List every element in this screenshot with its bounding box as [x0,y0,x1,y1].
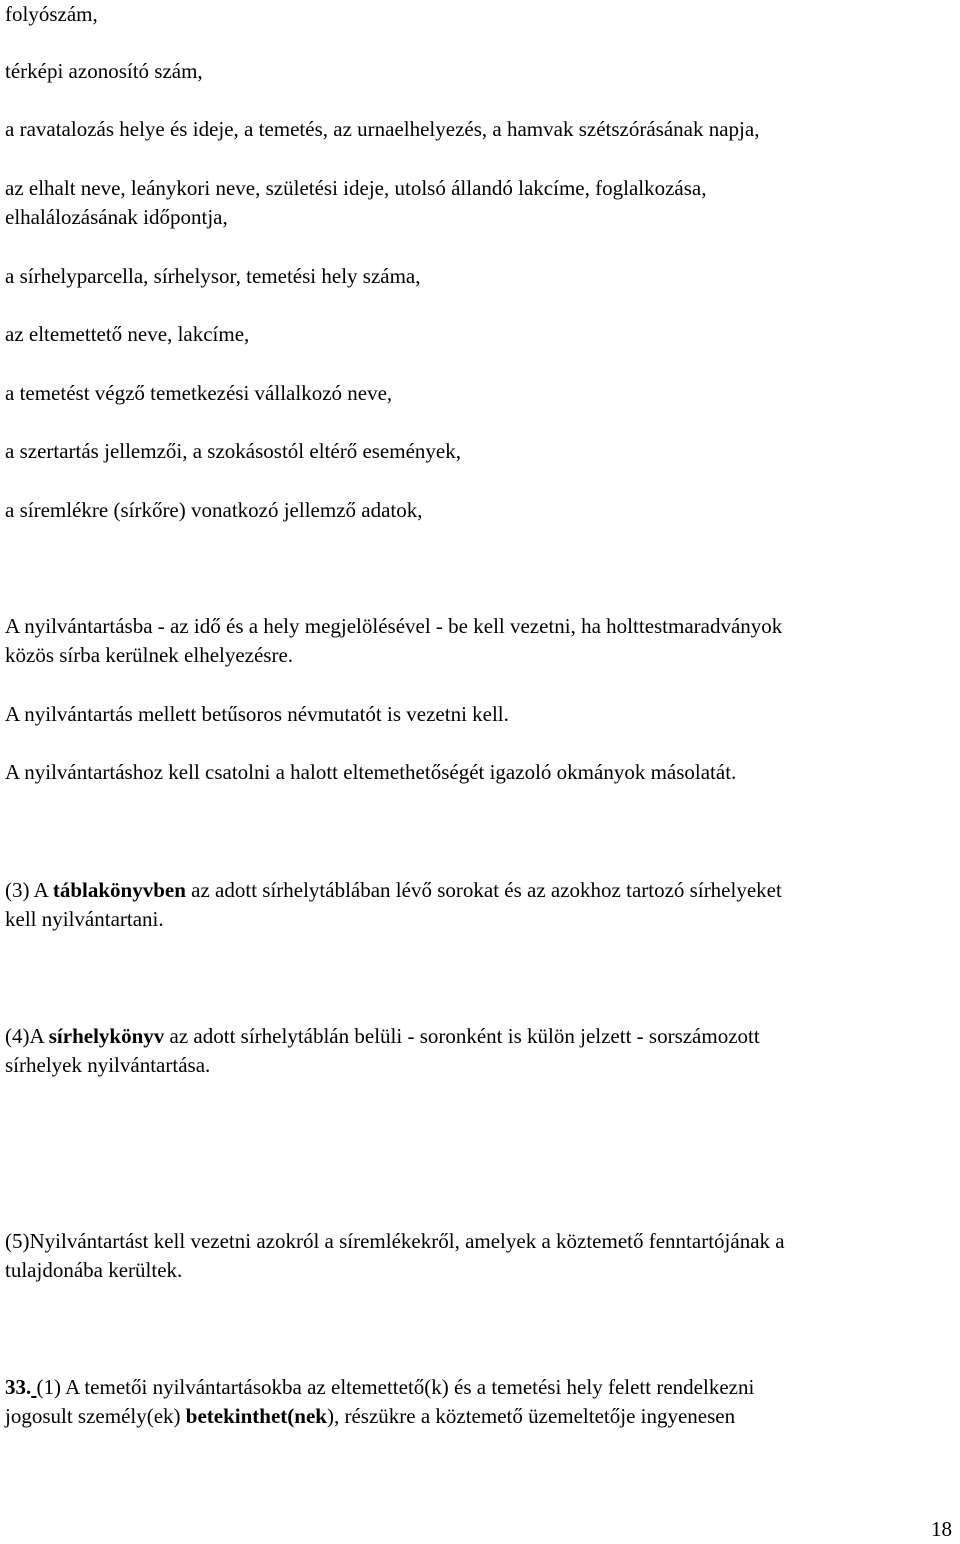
bold-term: sírhelykönyv [48,1024,165,1048]
list-item: a síremlékre (sírkőre) vonatkozó jellemző adatok, [5,498,423,522]
paragraph-text: az adott sírhelytáblán belüli - soronként is külön jelzett - sorszámozott [164,1024,760,1048]
paragraph-line: (5)Nyilvántartást kell vezetni azokról a síremlékekről, amelyek a köztemető fenntartójának a [5,1229,785,1253]
section-5-siremlekek [5,1227,955,1285]
list-item: az elhalt neve, leánykori neve, születési ideje, utolsó állandó lakcíme, foglalkozása, [5,176,707,200]
section-number: 33. [5,1375,32,1399]
list-item: a temetést végző temetkezési vállalkozó neve, [5,381,393,405]
section-prefix: (4)A [5,1024,49,1048]
paragraph-text: ), részükre a köztemető üzemeltetője ingyenesen [326,1404,736,1428]
section-prefix: (3) A [5,878,53,902]
bold-term: betekinthet(nek [185,1404,327,1428]
list-item: a sírhelyparcella, sírhelysor, temetési hely száma, [5,264,421,288]
section-4-sirhelykonyv [5,1022,955,1080]
section-33 [5,1373,955,1431]
page-number: 18 [931,1517,952,1541]
paragraph-line: tulajdonába kerültek. [5,1258,183,1282]
list-item: elhalálozásának időpontja, [5,205,228,229]
paragraph-line: sírhelyek nyilvántartása. [5,1053,211,1077]
list-item: a szertartás jellemzői, a szokásostól eltérő események, [5,439,461,463]
list-item: térképi azonosító szám, [5,59,203,83]
list-item: az eltemettető neve, lakcíme, [5,322,250,346]
paragraph-line: A nyilvántartásba - az idő és a hely megjelölésével - be kell vezetni, ha holttestmaradványok [5,614,783,638]
bold-term: táblakönyvben [52,878,186,902]
paragraph-nevmutato: A nyilvántartás mellett betűsoros névmutatót is vezetni kell. [5,702,509,726]
list-item: a ravatalozás helye és ideje, a temetés, az urnaelhelyezés, a hamvak szétszórásának napja, [5,117,760,141]
paragraph-line: kell nyilvántartani. [5,907,164,931]
list-item: folyószám, [5,2,98,26]
paragraph-text: az adott sírhelytáblában lévő sorokat és az azokhoz tartozó sírhelyeket [185,878,782,902]
paragraph-text: jogosult személy(ek) [5,1404,186,1428]
paragraph-line: közös sírba kerülnek elhelyezésre. [5,643,294,667]
section-3-tablakonyv [5,876,955,934]
paragraph-text: (1) A temetői nyilvántartásokba az eltemettető(k) és a temetési hely felett rendelkezni [36,1375,755,1399]
paragraph-okmanyok: A nyilvántartáshoz kell csatolni a halott eltemethetőségét igazoló okmányok másolatát. [5,760,737,784]
paragraph-holttestmaradvanyok [5,612,955,670]
